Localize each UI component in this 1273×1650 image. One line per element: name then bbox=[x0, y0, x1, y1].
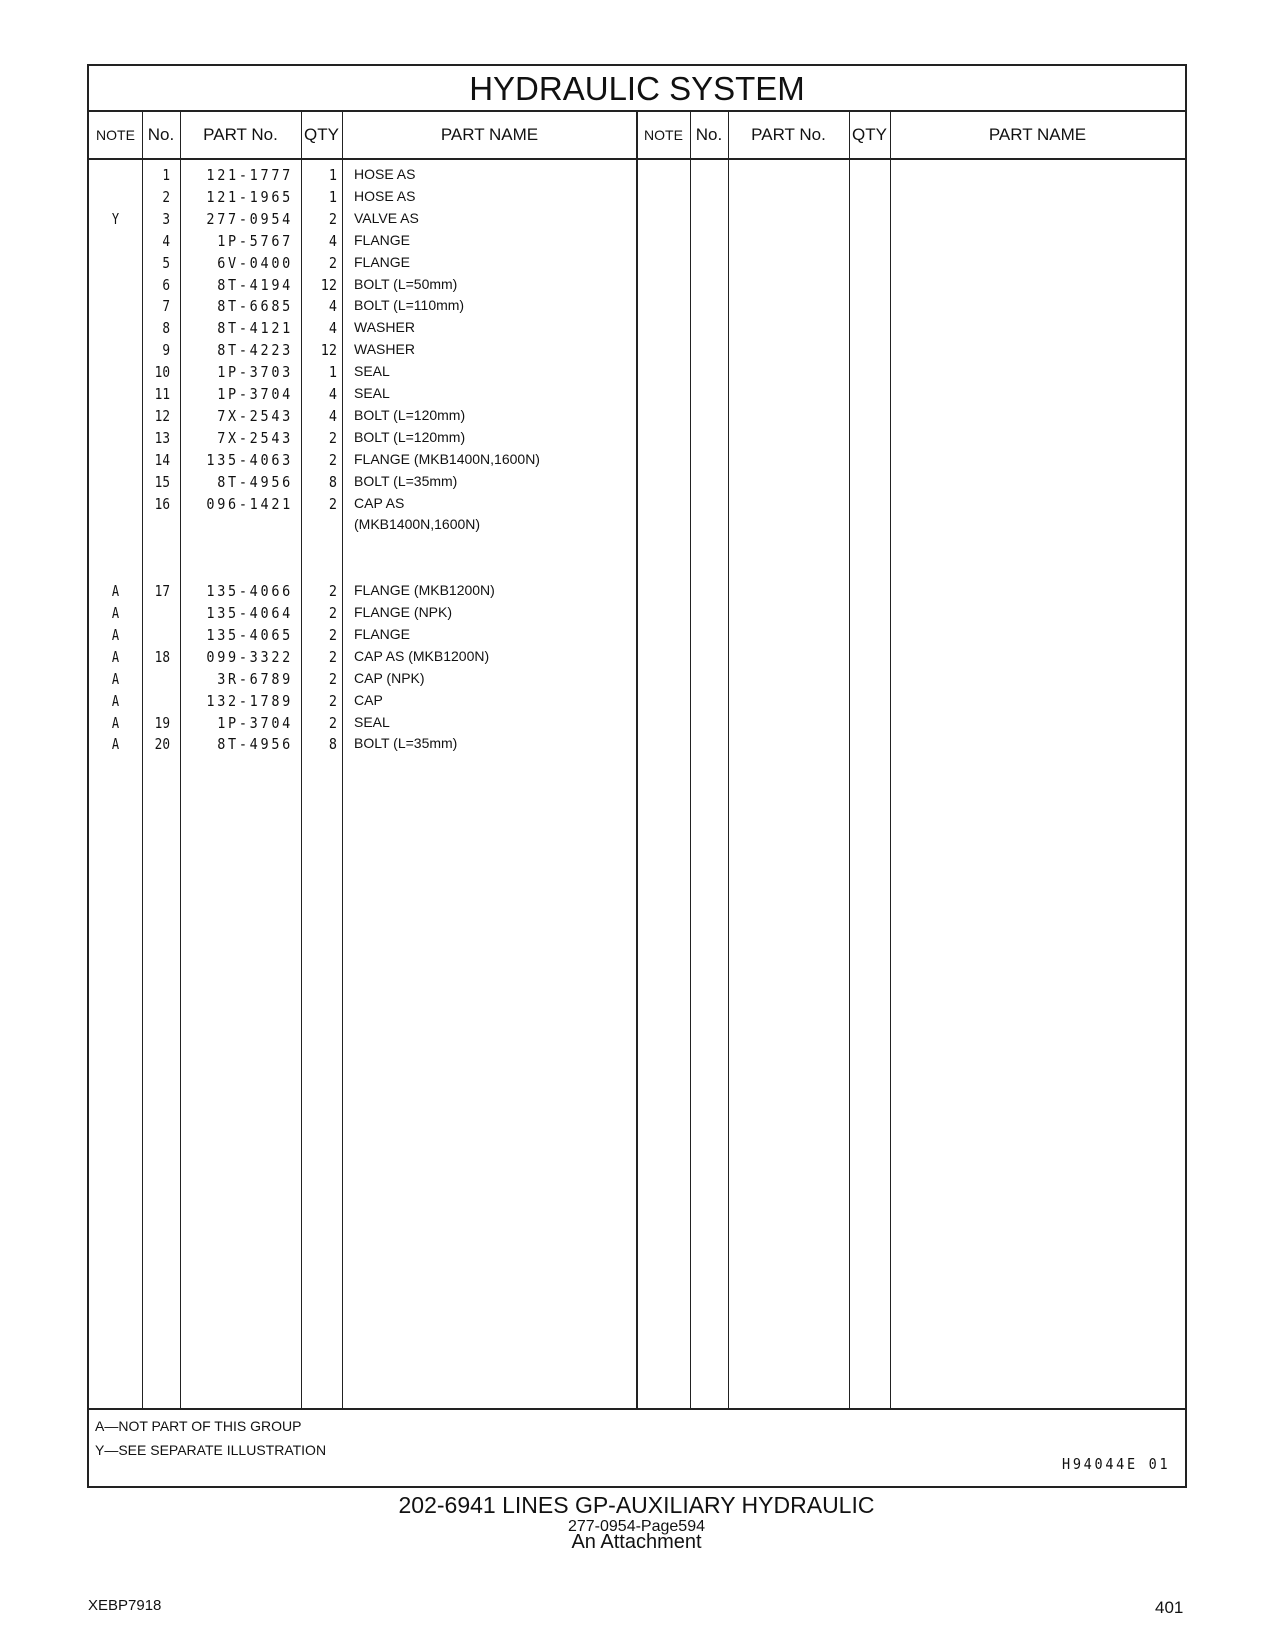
table-row bbox=[89, 407, 637, 430]
quantity-cell: 1 bbox=[328, 166, 337, 184]
part-name-cell: SEAL bbox=[354, 713, 390, 730]
note-cell: Y bbox=[111, 209, 120, 228]
header-no-left: No. bbox=[147, 125, 175, 144]
part-number-cell: 099-3322 bbox=[206, 647, 293, 666]
note-cell: A bbox=[111, 735, 120, 754]
part-number-cell: 1P-5767 bbox=[217, 231, 293, 250]
legend-a: A―NOT PART OF THIS GROUP bbox=[95, 1418, 302, 1434]
table-row bbox=[89, 297, 637, 320]
quantity-cell: 1 bbox=[328, 187, 337, 206]
table-row bbox=[89, 254, 637, 277]
part-name-cell: BOLT (L=35mm) bbox=[354, 472, 458, 489]
part-name-cell: FLANGE bbox=[354, 231, 411, 248]
item-number-cell: 7 bbox=[162, 297, 170, 316]
quantity-cell: 12 bbox=[320, 341, 337, 360]
header-part-name-left: PART NAME bbox=[440, 125, 539, 144]
header-no-right: No. bbox=[695, 125, 723, 144]
table-row bbox=[89, 385, 637, 408]
quantity-cell: 2 bbox=[328, 604, 337, 622]
part-name-cell: FLANGE bbox=[354, 253, 411, 270]
note-cell: A bbox=[111, 604, 120, 622]
quantity-cell: 4 bbox=[328, 406, 337, 425]
item-number-cell: 9 bbox=[162, 341, 170, 360]
part-number-cell: 7X-2543 bbox=[217, 428, 293, 447]
column-divider bbox=[849, 112, 850, 1408]
table-row bbox=[89, 648, 637, 671]
quantity-cell: 2 bbox=[328, 647, 337, 666]
part-number-cell: 1P-3704 bbox=[217, 713, 293, 732]
attachment-label: An Attachment bbox=[571, 1531, 702, 1553]
item-number-cell: 12 bbox=[154, 406, 170, 425]
column-divider bbox=[690, 112, 691, 1408]
part-number-cell: 6V-0400 bbox=[217, 253, 293, 272]
part-number-cell: 8T-4121 bbox=[217, 319, 293, 338]
note-cell: A bbox=[111, 669, 120, 688]
part-name-cell: BOLT (L=110mm) bbox=[354, 297, 465, 314]
quantity-cell: 1 bbox=[328, 363, 337, 382]
part-name-cell: CAP AS (MKB1200N) bbox=[354, 647, 490, 664]
note-cell: A bbox=[111, 582, 120, 601]
table-row bbox=[89, 516, 637, 539]
part-number-cell: 121-1965 bbox=[206, 187, 293, 206]
part-number-cell: 7X-2543 bbox=[217, 406, 293, 425]
part-name-cell: (MKB1400N,1600N) bbox=[354, 516, 481, 533]
item-number-cell: 20 bbox=[154, 735, 170, 754]
item-number-cell: 11 bbox=[154, 385, 170, 403]
part-number-cell: 132-1789 bbox=[206, 691, 293, 710]
document-id: XEBP7918 bbox=[88, 1597, 162, 1614]
part-name-cell: CAP AS bbox=[354, 494, 405, 511]
item-number-cell: 3 bbox=[162, 209, 170, 228]
quantity-cell: 2 bbox=[328, 582, 337, 601]
part-name-cell: BOLT (L=120mm) bbox=[354, 406, 466, 423]
note-cell: A bbox=[111, 691, 120, 710]
table-row bbox=[89, 319, 637, 342]
table-row bbox=[89, 670, 637, 693]
table-row bbox=[89, 363, 637, 386]
table-row bbox=[89, 188, 637, 211]
item-number-cell: 16 bbox=[154, 494, 170, 513]
table-row bbox=[89, 429, 637, 452]
part-number-cell: 121-1777 bbox=[206, 166, 293, 184]
part-name-cell: BOLT (L=35mm) bbox=[354, 735, 458, 752]
item-number-cell: 17 bbox=[154, 582, 170, 601]
column-divider bbox=[890, 112, 891, 1408]
part-number-cell: 8T-6685 bbox=[217, 297, 293, 316]
group-title: 202-6941 LINES GP-AUXILIARY HYDRAULIC bbox=[398, 1492, 875, 1518]
part-number-cell: 8T-4194 bbox=[217, 275, 293, 294]
part-name-cell: FLANGE (MKB1200N) bbox=[354, 582, 495, 599]
part-number-cell: 135-4064 bbox=[206, 604, 293, 622]
table-row bbox=[89, 210, 637, 233]
header-part-no-right: PART No. bbox=[751, 125, 826, 144]
part-number-cell: 135-4063 bbox=[206, 450, 293, 469]
table-row bbox=[89, 626, 637, 649]
item-number-cell: 15 bbox=[154, 472, 170, 491]
table-row bbox=[89, 538, 637, 561]
table-row bbox=[89, 341, 637, 364]
item-number-cell: 18 bbox=[154, 647, 170, 666]
part-name-cell: FLANGE (MKB1400N,1600N) bbox=[354, 450, 540, 467]
item-number-cell: 8 bbox=[162, 319, 170, 338]
column-divider bbox=[728, 112, 729, 1408]
table-row bbox=[89, 604, 637, 627]
item-number-cell: 2 bbox=[162, 187, 170, 206]
part-name-cell: SEAL bbox=[354, 363, 390, 380]
part-name-cell: CAP (NPK) bbox=[354, 669, 425, 686]
header-note-left: NOTE bbox=[96, 127, 135, 143]
page-number: 401 bbox=[1155, 1598, 1184, 1617]
quantity-cell: 4 bbox=[328, 297, 337, 316]
part-number-cell: 8T-4956 bbox=[217, 472, 293, 491]
part-number-cell: 8T-4956 bbox=[217, 735, 293, 754]
table-row bbox=[89, 276, 637, 299]
table-row bbox=[89, 473, 637, 496]
quantity-cell: 2 bbox=[328, 450, 337, 469]
table-row bbox=[89, 232, 637, 255]
quantity-cell: 2 bbox=[328, 428, 337, 447]
item-number-cell: 14 bbox=[154, 450, 170, 469]
quantity-cell: 4 bbox=[328, 319, 337, 338]
header-qty-right: QTY bbox=[852, 125, 887, 144]
part-name-cell: HOSE AS bbox=[354, 166, 416, 182]
part-name-cell: FLANGE (NPK) bbox=[354, 604, 453, 620]
part-number-cell: 135-4065 bbox=[206, 625, 293, 644]
table-row bbox=[89, 735, 637, 758]
item-number-cell: 1 bbox=[162, 166, 170, 184]
quantity-cell: 2 bbox=[328, 691, 337, 710]
part-name-cell: VALVE AS bbox=[354, 209, 419, 226]
drawing-code: H94044E 01 bbox=[1061, 1455, 1170, 1473]
part-name-cell: WASHER bbox=[354, 319, 415, 336]
note-cell: A bbox=[111, 647, 120, 666]
table-bottom-rule bbox=[89, 1408, 1185, 1410]
header-part-no-left: PART No. bbox=[203, 125, 278, 144]
part-name-cell: SEAL bbox=[354, 385, 390, 401]
header-note-right: NOTE bbox=[644, 127, 683, 143]
item-number-cell: 6 bbox=[162, 275, 170, 294]
item-number-cell: 13 bbox=[154, 428, 170, 447]
quantity-cell: 2 bbox=[328, 494, 337, 513]
note-cell: A bbox=[111, 625, 120, 644]
quantity-cell: 2 bbox=[328, 209, 337, 228]
table-row bbox=[89, 692, 637, 715]
table-row bbox=[89, 714, 637, 737]
part-number-cell: 1P-3704 bbox=[217, 385, 293, 403]
quantity-cell: 2 bbox=[328, 713, 337, 732]
quantity-cell: 2 bbox=[328, 253, 337, 272]
header-qty-left: QTY bbox=[304, 125, 339, 144]
part-name-cell: FLANGE bbox=[354, 625, 411, 642]
quantity-cell: 4 bbox=[328, 385, 337, 403]
part-number-cell: 8T-4223 bbox=[217, 341, 293, 360]
item-number-cell: 4 bbox=[162, 231, 170, 250]
item-number-cell: 19 bbox=[154, 713, 170, 732]
header-part-name-right: PART NAME bbox=[988, 125, 1087, 144]
quantity-cell: 2 bbox=[328, 625, 337, 644]
part-number-cell: 135-4066 bbox=[206, 582, 293, 601]
quantity-cell: 12 bbox=[320, 275, 337, 294]
table-row bbox=[89, 582, 637, 605]
item-number-cell: 5 bbox=[162, 253, 170, 272]
quantity-cell: 4 bbox=[328, 231, 337, 250]
quantity-cell: 2 bbox=[328, 669, 337, 688]
page-reference: 277-0954-Page594 bbox=[567, 1518, 705, 1535]
quantity-cell: 8 bbox=[328, 735, 337, 754]
parts-table-frame bbox=[87, 64, 1187, 1488]
quantity-cell: 8 bbox=[328, 472, 337, 491]
table-row bbox=[89, 451, 637, 474]
table-row bbox=[89, 166, 637, 189]
part-number-cell: 096-1421 bbox=[206, 494, 293, 513]
legend-y: Y―SEE SEPARATE ILLUSTRATION bbox=[95, 1442, 327, 1458]
part-name-cell: CAP bbox=[354, 691, 383, 708]
page-title: HYDRAULIC SYSTEM bbox=[89, 66, 1185, 112]
part-number-cell: 277-0954 bbox=[206, 209, 293, 228]
part-number-cell: 3R-6789 bbox=[217, 669, 293, 688]
part-name-cell: BOLT (L=50mm) bbox=[354, 275, 458, 292]
part-number-cell: 1P-3703 bbox=[217, 363, 293, 382]
table-row bbox=[89, 560, 637, 583]
part-name-cell: HOSE AS bbox=[354, 187, 416, 204]
part-name-cell: WASHER bbox=[354, 341, 415, 358]
part-name-cell: BOLT (L=120mm) bbox=[354, 428, 466, 445]
item-number-cell: 10 bbox=[154, 363, 170, 382]
note-cell: A bbox=[111, 713, 120, 732]
table-row bbox=[89, 495, 637, 518]
